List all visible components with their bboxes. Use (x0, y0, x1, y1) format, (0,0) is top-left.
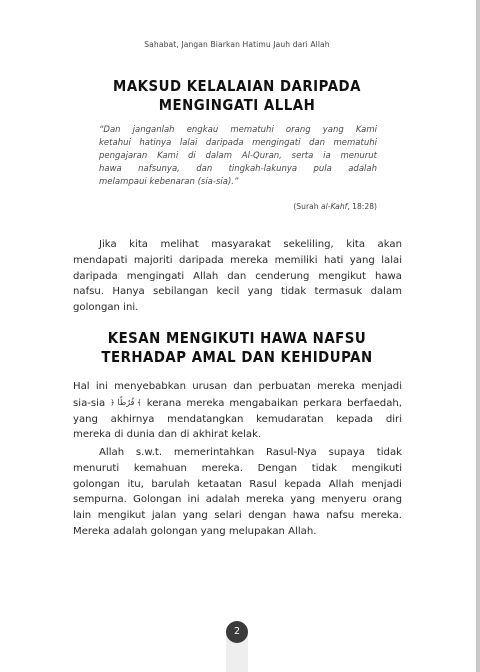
paragraph-line: Allah s.w.t. memerintahkan Rasul-Nya supaya tidak (99, 447, 402, 458)
paragraph-line-with-arabic (73, 395, 402, 412)
section-heading-1 (85, 77, 389, 115)
paragraph-line: nafsu. Hanya sebilangan kecil yang tidak termasuk dalam (73, 286, 402, 298)
paragraph-line: menuruti kemahuan mereka. Dengan tidak mengikuti (73, 462, 402, 474)
source-suffix: , 18:28) (347, 202, 377, 211)
quote-line: ketahui hatinya lalai daripada mengingati dan mematuhi (99, 137, 377, 148)
page-edge-shadow (476, 0, 480, 672)
heading-line: MAKSUD KELALAIAN DARIPADA (113, 77, 361, 95)
paragraph-line: Mereka adalah golongan yang melupakan Allah. (73, 525, 317, 537)
paragraph-line: mendapati majoriti daripada mereka memiliki hati yang lalai (73, 254, 402, 266)
text-before-arabic: sia-sia (73, 397, 111, 409)
quote-line: pengajaran Kami di dalam Al-Quran, serta ia menurut (99, 150, 377, 161)
arabic-term: ﴿ فُرُطًا ﴾ (110, 397, 142, 407)
source-surah-name: al-Kahf (320, 202, 348, 211)
text-after-arabic: kerana mereka mengabaikan perkara berfaedah, (141, 397, 402, 409)
quote-line: melampaui kebenaran (sia-sia).” (99, 176, 239, 187)
quote-source (293, 202, 377, 211)
paragraph-line: sempurna. Golongan ini adalah mereka yang menyeru orang (73, 494, 402, 506)
section-heading-2 (85, 329, 389, 367)
paragraph-line: golongan ini. (73, 302, 139, 314)
quran-quote (99, 124, 377, 189)
paragraph-line: golongan itu, barulah ketaatan Rasul kepada Allah menjadi (73, 478, 402, 490)
heading-line: MENGINGATI ALLAH (158, 96, 316, 114)
paragraph-3 (73, 445, 402, 540)
running-head: Sahabat, Jangan Biarkan Hatimu Jauh dari Allah (144, 40, 330, 49)
paragraph-line: daripada mengingati Allah dan cenderung mengikut hawa (73, 270, 402, 282)
paragraph-line: yang akhirnya mendatangkan kemudaratan kepada diri (73, 413, 402, 425)
quote-line: “Dan janganlah engkau mematuhi orang yang Kami (99, 125, 377, 135)
paragraph-line: Hal ini menyebabkan urusan dan perbuatan mereka menjadi (73, 381, 402, 392)
paragraph-2 (73, 379, 402, 443)
heading-line: KESAN MENGIKUTI HAWA NAFSU (107, 329, 367, 347)
heading-line: TERHADAP AMAL DAN KEHIDUPAN (101, 348, 373, 366)
paragraph-line: Jika kita melihat masyarakat sekeliling, kita akan (99, 239, 402, 250)
page-number-badge: 2 (226, 621, 248, 643)
paragraph-line: mereka di dunia dan di akhirat kelak. (73, 429, 262, 441)
source-prefix: (Surah (293, 202, 321, 211)
paragraph-line: lain mengikut jalan yang selari dengan hawa nafsu mereka. (73, 510, 402, 522)
quote-line: hawa nafsunya, dan tingkah-lakunya pula adalah (99, 163, 377, 174)
paragraph-1 (73, 237, 402, 316)
